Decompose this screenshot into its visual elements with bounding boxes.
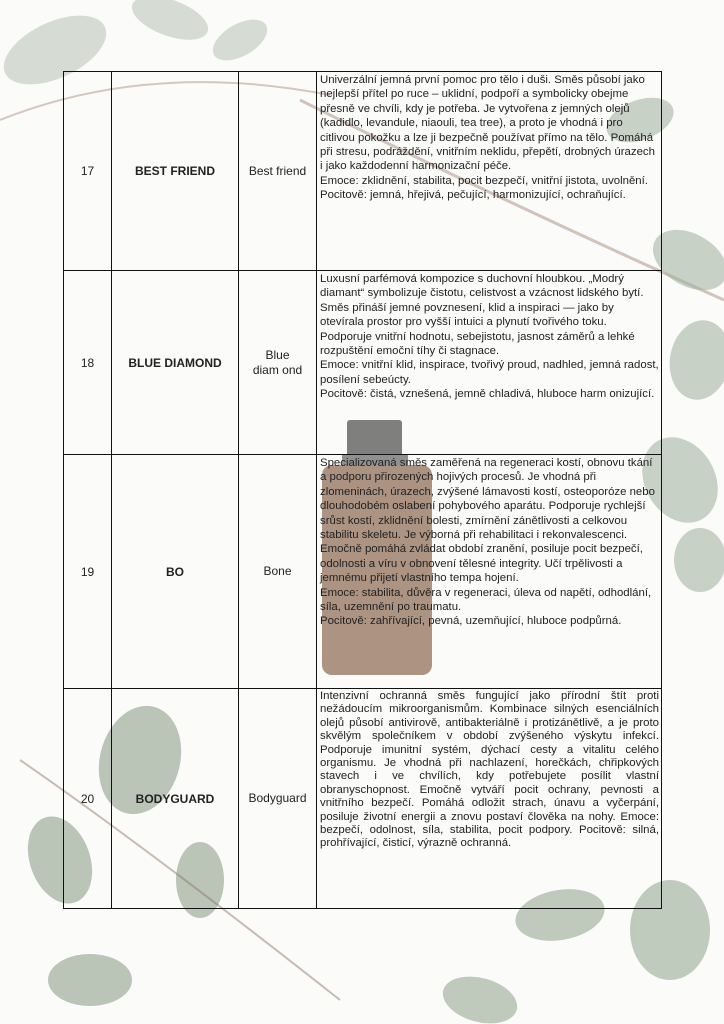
row-number: 18: [64, 271, 112, 455]
blend-description: Univerzální jemná první pomoc pro tělo i duši. Směs působí jako nejlepší přítel po ruce – uklidní, podpoří a symbolicky obejme přesně ve chvíli, kdy je potřeba. Je vytvořena z jemných olejů (kadidlo, levandule, niaouli, tea tree), a proto je vhodná i pro citlivou pokožku a lze ji bezpečně používat přímo na tělo. Pomáhá při stresu, podráždění, vnitřním neklidu, přepětí, drobných úrazech i jako každodenní harmonizační péče. Emoce: zklidnění, stabilita, pocit bezpečí, vnitřní jistota, uvolnění. Pocitově: jemná, hřejivá, pečující, harmonizující, ochraňující.: [317, 72, 662, 271]
blend-name: BLUE DIAMOND: [112, 271, 239, 455]
table-row: [64, 72, 662, 271]
row-number: 19: [64, 455, 112, 689]
english-name: Blue diam ond: [239, 271, 317, 455]
blend-name: BEST FRIEND: [112, 72, 239, 271]
blend-description: Specializovaná směs zaměřená na regeneraci kostí, obnovu tkání a podporu přirozených hojivých procesů. Je vhodná při zlomeninách, úrazech, zvýšené lámavosti kostí, osteoporóze nebo dlouhodobém oslabení pohybového aparátu. Podporuje rychlejší srůst kostí, zklidnění bolesti, zmírnění zánětlivosti a celkovou stabilitu skeletu. Je výborná při rehabilitaci i rekonvalescenci. Emočně pomáhá zvládat období zranění, posiluje pocit bezpečí, odolnosti a víru v obnovení tělesné integrity. Učí trpělivosti a jemnému přijetí vlastního tempa hojení. Emoce: stabilita, důvěra v regeneraci, úleva od napětí, odhodlání, síla, uzemnění po traumatu. Pocitově: zahřívající, pevná, uzemňující, hluboce podpůrná.: [317, 455, 662, 689]
table-row: [64, 689, 662, 909]
row-number: 17: [64, 72, 112, 271]
blend-description: Luxusní parfémová kompozice s duchovní hloubkou. „Modrý diamant“ symbolizuje čistotu, celistvost a vzácnost lidského bytí. Směs přináší jemné povznesení, klid a inspiraci — jako by otevírala prostor pro vyšší intuici a plynutí tvořivého toku. Podporuje vnitřní hodnotu, sebejistotu, jasnost záměrů a lehké rozpuštění emoční tíhy či stagnace. Emoce: vnitřní klid, inspirace, tvořivý proud, nadhled, jemná radost, posílení sebeúcty. Pocitově: čistá, vznešená, jemně chladivá, hluboce harm onizující.: [317, 271, 662, 455]
oil-blends-table: [63, 71, 662, 909]
english-name: Bodyguard: [239, 689, 317, 909]
blend-name: BO: [112, 455, 239, 689]
row-number: 20: [64, 689, 112, 909]
english-name: Bone: [239, 455, 317, 689]
blend-description: Intenzivní ochranná směs fungující jako přírodní štít proti nežádoucím mikroorganismům. Kombinace silných esenciálních olejů působí antivirově, antibakteriálně i protizánětlivě, a je proto skvělým společníkem v období zvýšeného výskytu infekcí. Podporuje imunitní systém, dýchací cesty a vitalitu celého organismu. Je vhodná při nachlazení, horečkách, chřipkových stavech i ve chvílích, kdy potřebujete posílit vlastní obranyschopnost. Emočně vytváří pocit ochrany, pevnosti a vnitřního bezpečí. Pomáhá odložit strach, únavu a vyčerpání, posiluje životní energii a znovu postaví člověka na nohy. Emoce: bezpečí, odolnost, síla, stabilita, pocit podpory. Pocitově: silná, prohřívající, čisticí, výrazně ochranná.: [317, 689, 662, 909]
blend-name: BODYGUARD: [112, 689, 239, 909]
english-name: Best friend: [239, 72, 317, 271]
table-row: [64, 455, 662, 689]
table-row: [64, 271, 662, 455]
